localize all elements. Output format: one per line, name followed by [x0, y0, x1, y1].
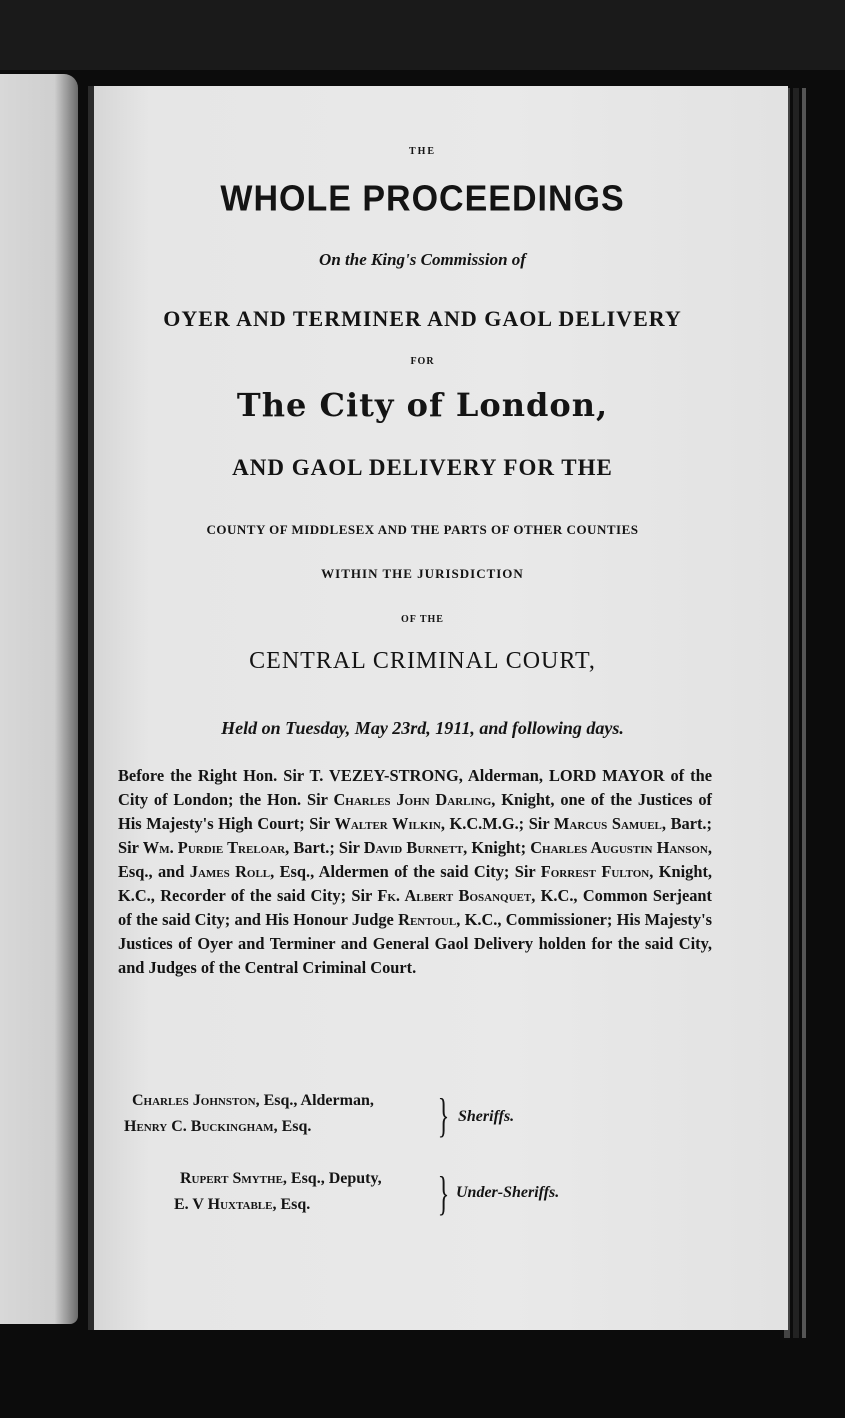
- body-name: James Roll: [189, 862, 271, 881]
- sheriff-1: [132, 1092, 374, 1110]
- the-label: THE: [408, 146, 437, 157]
- jurisdiction-line: WITHIN THE JURISDICTION: [321, 566, 524, 581]
- sheriffs-role: Sheriffs.: [458, 1108, 515, 1125]
- under-sheriff-2: [174, 1196, 310, 1214]
- sheriffs-brace: }: [437, 1089, 450, 1142]
- county-line: COUNTY OF MIDDLESEX AND THE PARTS OF OTHER COUNTIES: [206, 522, 639, 537]
- photo-background: [0, 0, 845, 70]
- body-text: , Knight, one of the Justices of His Majesty's High Court; Sir: [118, 790, 712, 833]
- sheriff-title: , Esq., Alderman,: [255, 1092, 374, 1109]
- body-text: , Bart.; Sir: [118, 814, 712, 857]
- body-name: Wm. Purdie Treloar: [142, 838, 286, 857]
- page-edge: [802, 88, 806, 1338]
- under-sheriff-title: , Esq., Deputy,: [282, 1170, 382, 1187]
- gaol-delivery-line: AND GAOL DELIVERY FOR THE: [232, 455, 613, 480]
- under-sheriff-name: Rupert Smythe: [180, 1170, 283, 1187]
- body-text: , K.C.M.G.; Sir: [440, 814, 554, 833]
- held-date-line: Held on Tuesday, May 23rd, 1911, and following days.: [221, 718, 624, 738]
- sheriff-name: Henry C. Buckingham: [124, 1118, 274, 1135]
- body-text: , K.C., Commissioner; His Majesty's Justices of Oyer and Terminer and General Gaol Delivery holden for the said City, and Judges of the Central Criminal Court.: [118, 910, 712, 977]
- body-text: , Knight, K.C., Recorder of the said City; Sir: [118, 862, 712, 905]
- justices-paragraph: [118, 764, 712, 980]
- body-name: Rentoul: [398, 910, 457, 929]
- for-label: FOR: [410, 356, 435, 367]
- of-the-label: OF THE: [401, 614, 444, 625]
- body-text: , K.C., Common Serjeant of the said City; and His Honour Judge: [118, 886, 713, 929]
- sheriff-2: [124, 1118, 311, 1136]
- sheriff-name: Charles Johnston: [132, 1092, 256, 1109]
- oyer-line: OYER AND TERMINER AND GAOL DELIVERY: [163, 306, 682, 331]
- body-text: , Esq., and: [118, 838, 712, 881]
- body-name: Walter Wilkin: [334, 814, 441, 833]
- body-text: , Bart.; Sir: [285, 838, 364, 857]
- under-sheriff-name: E. V Huxtable: [174, 1196, 273, 1213]
- body-name: Forrest Fulton: [540, 862, 650, 881]
- body-text: , Esq., Aldermen of the said City; Sir: [270, 862, 541, 881]
- main-title: WHOLE PROCEEDINGS: [220, 179, 625, 219]
- body-name: Charles Augustin Hanson: [530, 838, 708, 857]
- body-name: Marcus Samuel: [553, 814, 662, 833]
- under-sheriff-1: [180, 1170, 382, 1188]
- city-of-london: The City of London,: [236, 386, 609, 424]
- commission-line: On the King's Commission of: [319, 250, 526, 269]
- body-text: , Knight;: [463, 838, 531, 857]
- court-name: CENTRAL CRIMINAL COURT,: [249, 648, 596, 674]
- body-name: Fk. Albert Bosanquet: [377, 886, 532, 905]
- body-name: David Burnett: [363, 838, 464, 857]
- page-edge: [793, 88, 799, 1338]
- under-sheriff-title: , Esq.: [272, 1196, 311, 1213]
- under-sheriffs-role: Under-Sheriffs.: [456, 1184, 560, 1201]
- sheriff-title: , Esq.: [273, 1118, 312, 1135]
- body-name: Charles John Darling: [333, 790, 492, 809]
- body-text: Before the Right Hon. Sir T. VEZEY-STRONG, Alderman, LORD MAYOR of the City of London; the Hon. Sir: [118, 766, 712, 809]
- title-page: [88, 86, 788, 1330]
- under-sheriffs-brace: }: [437, 1167, 450, 1220]
